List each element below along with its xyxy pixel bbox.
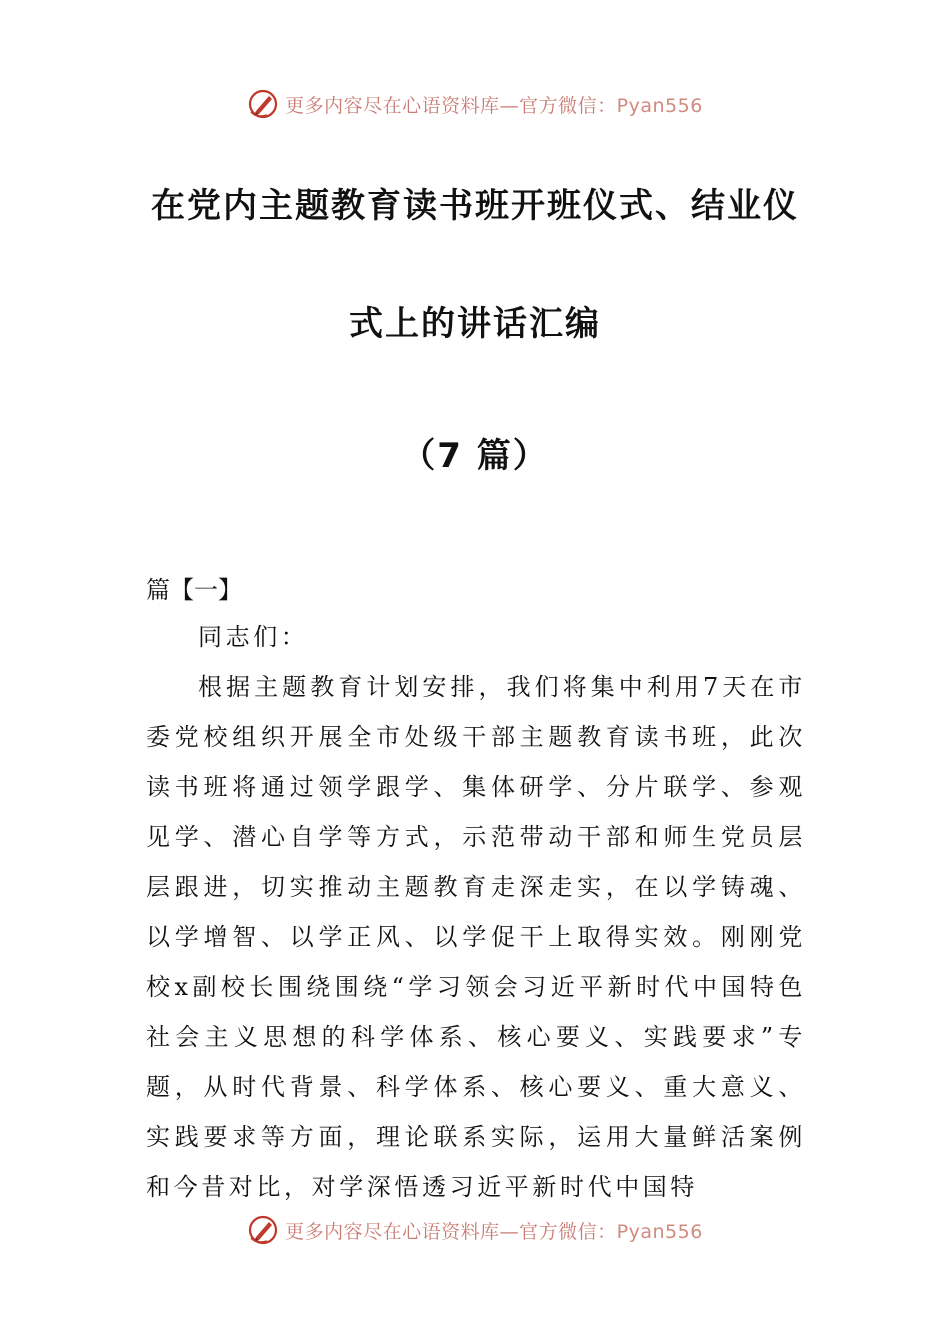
section-heading: 篇【一】 xyxy=(146,576,242,604)
document-title-line-2: 式上的讲话汇编 xyxy=(349,304,601,344)
document-count: （7 篇） xyxy=(401,436,549,476)
body-text xyxy=(146,612,806,1212)
watermark-wechat-id: Pyan556 xyxy=(616,1220,703,1243)
watermark-text: 更多内容尽在心语资料库—官方微信：Pyan556 xyxy=(285,1220,703,1243)
header-watermark xyxy=(0,84,950,124)
footer-watermark xyxy=(0,1210,950,1250)
watermark-text: 更多内容尽在心语资料库—官方微信：Pyan556 xyxy=(285,94,703,117)
salutation: 同志们： xyxy=(198,623,309,651)
pen-logo-icon xyxy=(247,1214,279,1246)
watermark-wechat-id: Pyan556 xyxy=(616,94,703,117)
document-title-line-1: 在党内主题教育读书班开班仪式、结业仪 xyxy=(151,186,799,226)
pen-logo-icon xyxy=(247,88,279,120)
body-paragraph: 根据主题教育计划安排，我们将集中利用7天在市委党校组织开展全市处级干部主题教育读书班，此次读书班将通过领学跟学、集体研学、分片联学、参观见学、潜心自学等方式，示范带动干部和师生党员层层跟进，切实推动主题教育走深走实，在以学铸魂、以学增智、以学正风、以学促干上取得实效。刚刚党校x副校长围绕围绕“学习领会习近平新时代中国特色社会主义思想的科学体系、核心要义、实践要求”专题，从时代背景、科学体系、核心要义、重大意义、实践要求等方面，理论联系实际，运用大量鲜活案例和今昔对比，对学深悟透习近平新时代中国特 xyxy=(146,673,806,1201)
